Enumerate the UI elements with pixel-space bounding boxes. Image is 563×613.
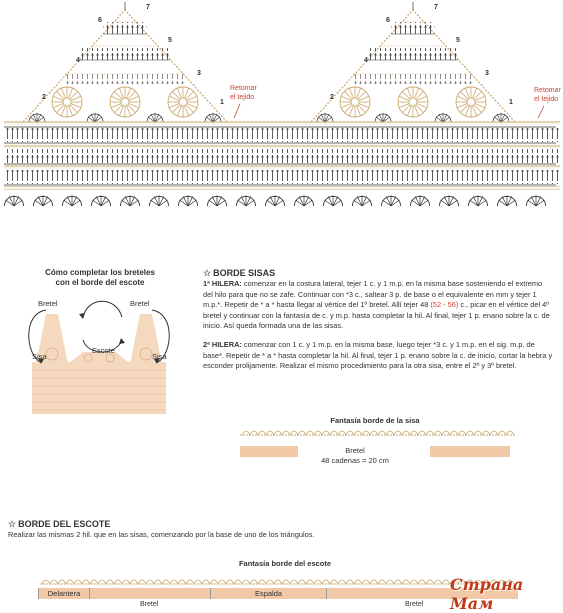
escote-bretel-1: Bretel <box>140 601 159 608</box>
chain-loop <box>418 580 426 584</box>
fan-stitch <box>410 195 429 206</box>
row-numbers-right <box>330 4 562 118</box>
svg-text:3: 3 <box>485 70 489 77</box>
chain-loop <box>274 431 282 435</box>
chain-loop <box>322 580 330 584</box>
chain-loop <box>418 431 426 435</box>
fantasia-sisa-bretel-label: Bretel <box>345 446 365 455</box>
chain-loop <box>218 580 226 584</box>
fan-stitch <box>178 195 197 206</box>
chain-loop <box>242 431 250 435</box>
chain-loop <box>202 580 210 584</box>
label-escote: Escote <box>92 346 115 355</box>
triangle-motif-left <box>23 2 227 122</box>
svg-text:5: 5 <box>456 37 460 44</box>
chain-loop <box>290 431 298 435</box>
borde-sisas-title: ☆ BORDE SISAS <box>203 268 276 278</box>
chain-loop <box>242 580 250 584</box>
chain-loop <box>226 580 234 584</box>
fan-stitch <box>236 195 255 206</box>
row-number-6: 6 <box>98 17 102 24</box>
chain-loop <box>298 431 306 435</box>
escote-bretel-2: Bretel <box>405 601 424 608</box>
fan-stitch <box>33 195 52 206</box>
fan-stitch <box>265 195 284 206</box>
bottom-fan-row <box>4 195 545 206</box>
borde-escote-title: ☆ BORDE DEL ESCOTE <box>8 519 111 529</box>
chain-loop <box>98 580 106 584</box>
segment-espalda: Espalda <box>210 588 327 599</box>
chain-loop <box>210 580 218 584</box>
chain-loop <box>234 580 242 584</box>
star-icon: ☆ <box>8 519 17 529</box>
fan-stitch <box>526 195 545 206</box>
svg-text:1: 1 <box>509 99 513 106</box>
fantasia-escote-chart <box>38 569 518 587</box>
retomar-label-left-2: el tejido <box>230 94 255 101</box>
chain-loop <box>378 580 386 584</box>
row-number-2: 2 <box>42 94 46 101</box>
chain-loop <box>146 580 154 584</box>
svg-text:4: 4 <box>364 57 368 64</box>
svg-text:7: 7 <box>434 4 438 11</box>
chain-loop <box>298 580 306 584</box>
fan-stitch <box>62 195 81 206</box>
chain-loop <box>378 431 386 435</box>
chain-loop <box>282 580 290 584</box>
fan-stitch <box>352 195 371 206</box>
chain-loop <box>258 431 266 435</box>
chain-loop <box>138 580 146 584</box>
chain-loop <box>338 580 346 584</box>
triangle-motif-right <box>311 2 515 122</box>
chain-loop <box>474 431 482 435</box>
chain-loop <box>386 580 394 584</box>
svg-text:el tejido: el tejido <box>534 96 559 103</box>
fan-stitch <box>468 195 487 206</box>
fan-stitch <box>91 195 110 206</box>
chain-loop <box>482 431 490 435</box>
chain-loop <box>394 580 402 584</box>
chain-loop <box>346 580 354 584</box>
fantasia-sisa-measure: 48 cadenas = 20 cm <box>321 456 389 465</box>
chain-loop <box>442 431 450 435</box>
chain-loop <box>186 580 194 584</box>
chain-loop <box>82 580 90 584</box>
row-number-4: 4 <box>76 57 80 64</box>
chain-loop <box>266 580 274 584</box>
diagram-title: Cómo completar los breteles con el borde del escote <box>45 268 155 287</box>
label-sisa-right: Sisa <box>152 352 167 361</box>
hilera-2-paragraph: 2ª HILERA: comenzar con 1 c. y 1 m.p. en la misma base, luego tejer *3 c. y 1 m.p. en el sig. m.p. de base*. Repetir de * a * hasta completar la hil. Al final, tejer 1 p. enano sobre la c. de inicio, cortar la hebra y esconder prolijamente. Realizar el mismo procedimiento para la otra sisa, entre el 2º y 3º bretel. <box>203 339 553 371</box>
chain-loop <box>130 580 138 584</box>
watermark-logo: Страна Мам <box>450 575 524 613</box>
chain-loop <box>162 580 170 584</box>
chain-loop <box>306 580 314 584</box>
chain-loop <box>330 431 338 435</box>
chain-loop <box>466 431 474 435</box>
row-number-1: 1 <box>220 99 224 106</box>
chain-loop <box>250 580 258 584</box>
label-bretel-right: Bretel <box>130 299 150 308</box>
chain-loop <box>338 431 346 435</box>
chain-loop <box>322 431 330 435</box>
chain-loop <box>402 580 410 584</box>
retomar-label-right: Retomar <box>534 87 561 94</box>
label-bretel-left: Bretel <box>38 299 58 308</box>
fan-stitch <box>439 195 458 206</box>
chain-loop <box>306 431 314 435</box>
bar-left <box>240 446 298 457</box>
chain-loop <box>370 431 378 435</box>
svg-text:2: 2 <box>330 94 334 101</box>
chain-loop <box>490 431 498 435</box>
chain-loop <box>114 580 122 584</box>
borde-sisas-section <box>203 268 553 380</box>
fantasia-sisa-chart <box>238 426 518 438</box>
chain-loop <box>194 580 202 584</box>
row-number-7: 7 <box>146 4 150 11</box>
borde-escote-section <box>8 519 548 549</box>
hilera-1-paragraph: 1ª HILERA: comenzar en la costura lateral, tejer 1 c. y 1 m.p. en la misma base sosteniendo el extremo del hilo para que no se zafe. Continuar con *3 c., saltear 3 p. de base o el equivalente en mm y tejer 1 m.p.*. Repetir de * a * hasta llegar al vértice del 1º bretel. Allí tejer 48 (52 - 56) c., picar en el vértice del 4º bretel y continuar con la fantasía de c. y m.p. hasta completar la hil. Al final, tejer 1 p. enano sobre la c. de inicio. Así queda formada una de las sisas. <box>203 279 550 331</box>
fan-stitch <box>497 195 516 206</box>
chain-loop <box>90 580 98 584</box>
chain-loop <box>74 580 82 584</box>
label-sisa-left: Sisa <box>32 352 47 361</box>
chain-loop <box>506 431 514 435</box>
borde-escote-text: Realizar las mismas 2 hil. que en las sisas, comenzando por la base de uno de los triángulos. <box>8 530 315 539</box>
retomar-label-left: Retomar <box>230 85 257 92</box>
chain-loop <box>442 580 450 584</box>
chain-loop <box>314 580 322 584</box>
crochet-chart-top <box>0 0 563 225</box>
fan-stitch <box>120 195 139 206</box>
fan-stitch <box>207 195 226 206</box>
fantasia-sisa-title: Fantasía borde de la sisa <box>330 416 420 425</box>
chain-loop <box>354 580 362 584</box>
chain-loop <box>386 431 394 435</box>
fantasia-escote-title: Fantasía borde del escote <box>238 559 332 568</box>
fan-stitch <box>381 195 400 206</box>
chain-loop <box>410 431 418 435</box>
chain-loop <box>42 580 50 584</box>
chain-loop <box>394 431 402 435</box>
chain-loop <box>362 431 370 435</box>
fan-stitch <box>323 195 342 206</box>
chain-loop <box>266 431 274 435</box>
chain-loop <box>402 431 410 435</box>
chain-loop <box>178 580 186 584</box>
bar-right <box>430 446 510 457</box>
chain-loop <box>434 431 442 435</box>
chain-loop <box>362 580 370 584</box>
chain-loop <box>250 431 258 435</box>
chain-loop <box>370 580 378 584</box>
chain-loop <box>426 580 434 584</box>
chain-loop <box>66 580 74 584</box>
chain-loop <box>50 580 58 584</box>
chain-loop <box>330 580 338 584</box>
chain-loop <box>154 580 162 584</box>
chain-loop <box>458 431 466 435</box>
chain-loop <box>498 431 506 435</box>
chain-loop <box>106 580 114 584</box>
chain-loop <box>122 580 130 584</box>
chain-loop <box>290 580 298 584</box>
chain-loop <box>434 580 442 584</box>
row-numbers-left <box>42 4 258 118</box>
row-number-5: 5 <box>168 37 172 44</box>
fan-stitch <box>4 195 23 206</box>
chain-loop <box>58 580 66 584</box>
fan-stitch <box>149 195 168 206</box>
chain-loop <box>282 431 290 435</box>
chain-loop <box>426 431 434 435</box>
chain-loop <box>170 580 178 584</box>
chain-loop <box>346 431 354 435</box>
fan-stitch <box>294 195 313 206</box>
svg-text:6: 6 <box>386 17 390 24</box>
segment-delantera: Delantera <box>38 588 90 599</box>
chain-loop <box>354 431 362 435</box>
chain-loop <box>410 580 418 584</box>
chain-loop <box>258 580 266 584</box>
row-number-3: 3 <box>197 70 201 77</box>
star-icon: ☆ <box>203 268 212 278</box>
stitch-rows <box>4 121 560 190</box>
chain-loop <box>314 431 322 435</box>
chain-loop <box>274 580 282 584</box>
chain-loop <box>450 431 458 435</box>
